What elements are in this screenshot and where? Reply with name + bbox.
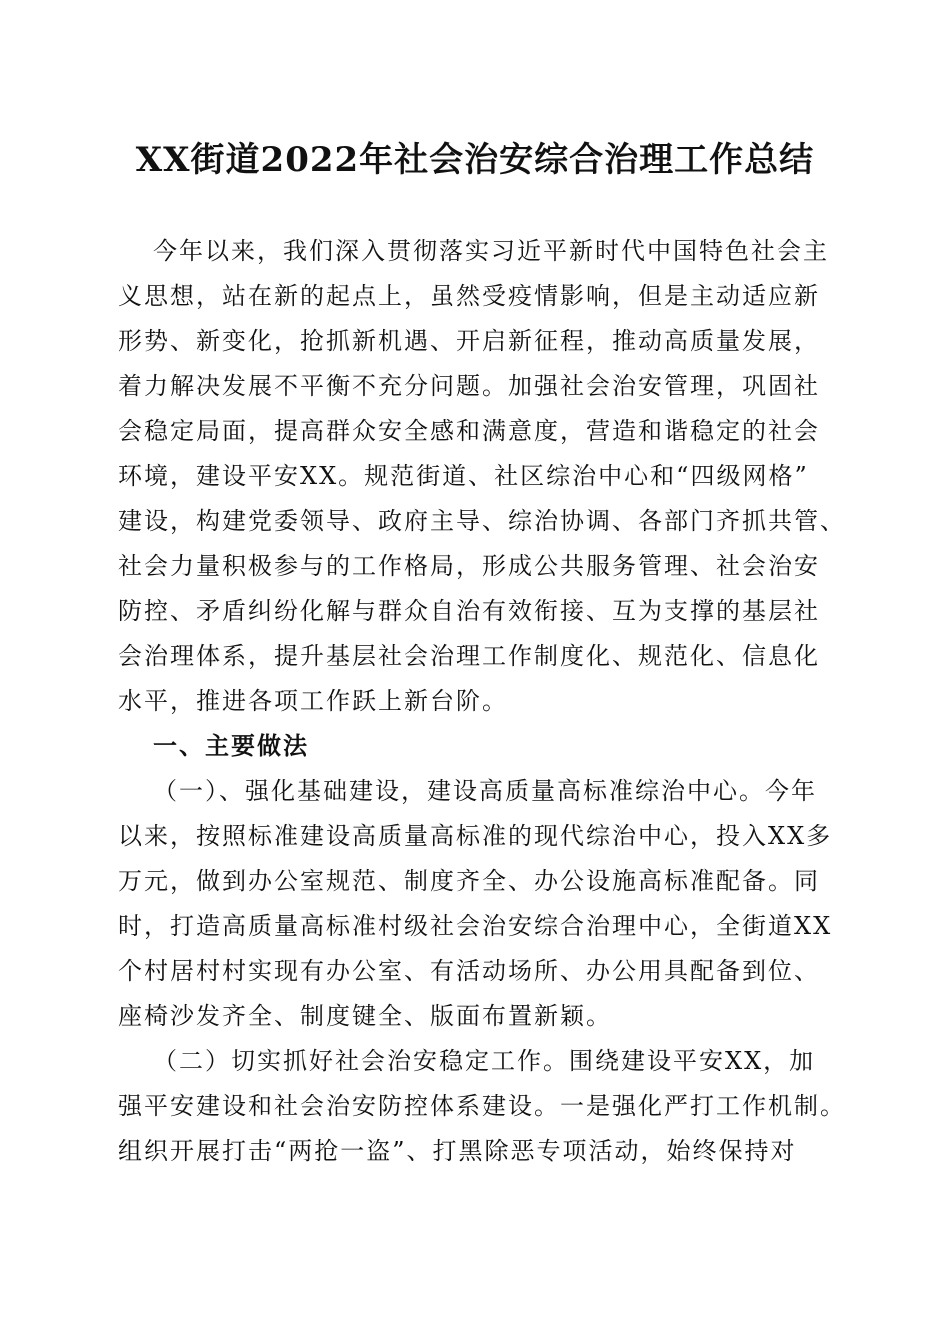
paragraph-line: 会治理体系，提升基层社会治理工作制度化、规范化、信息化	[118, 642, 820, 670]
paragraph-line: 形势、新变化，抢抓新机遇、开启新征程，推动高质量发展，	[118, 327, 820, 355]
paragraph-line: 义思想，站在新的起点上，虽然受疫情影响，但是主动适应新	[118, 282, 820, 310]
paragraph-line: 防控、矛盾纠纷化解与群众自治有效衔接、互为支撑的基层社	[118, 597, 820, 625]
paragraph-line: 着力解决发展不平衡不充分问题。加强社会治安管理，巩固社	[118, 372, 820, 400]
paragraph-line: 以来，按照标准建设高质量高标准的现代综治中心，投入XX多	[118, 822, 833, 850]
paragraph-line: 万元，做到办公室规范、制度齐全、办公设施高标准配备。同	[118, 867, 820, 895]
document-title: XX街道2022年社会治安综合治理工作总结	[135, 140, 815, 180]
paragraph-line: 社会力量积极参与的工作格局，形成公共服务管理、社会治安	[118, 552, 820, 580]
paragraph-line: （二）切实抓好社会治安稳定工作。围绕建设平安XX，加	[153, 1047, 816, 1075]
paragraph-line: 今年以来，我们深入贯彻落实习近平新时代中国特色社会主	[153, 237, 829, 265]
paragraph-line: 强平安建设和社会治安防控体系建设。一是强化严打工作机制。	[118, 1092, 846, 1120]
paragraph-line: 组织开展打击“两抢一盗”、打黑除恶专项活动，始终保持对	[118, 1137, 797, 1165]
paragraph-line: （一）、强化基础建设，建设高质量高标准综治中心。今年	[153, 777, 817, 805]
paragraph-line: 座椅沙发齐全、制度键全、版面布置新颖。	[118, 1002, 612, 1030]
paragraph-line: 建设，构建党委领导、政府主导、综治协调、各部门齐抓共管、	[118, 507, 846, 535]
section-heading: 一、主要做法	[153, 732, 309, 760]
paragraph-line: 个村居村村实现有办公室、有活动场所、办公用具配备到位、	[118, 957, 820, 985]
paragraph-line: 时，打造高质量高标准村级社会治安综合治理中心，全街道XX	[118, 912, 833, 940]
paragraph-line: 环境，建设平安XX。规范街道、社区综治中心和“四级网格”	[118, 462, 809, 490]
paragraph-line: 会稳定局面，提高群众安全感和满意度，营造和谐稳定的社会	[118, 417, 820, 445]
paragraph-line: 水平，推进各项工作跃上新台阶。	[118, 687, 508, 715]
